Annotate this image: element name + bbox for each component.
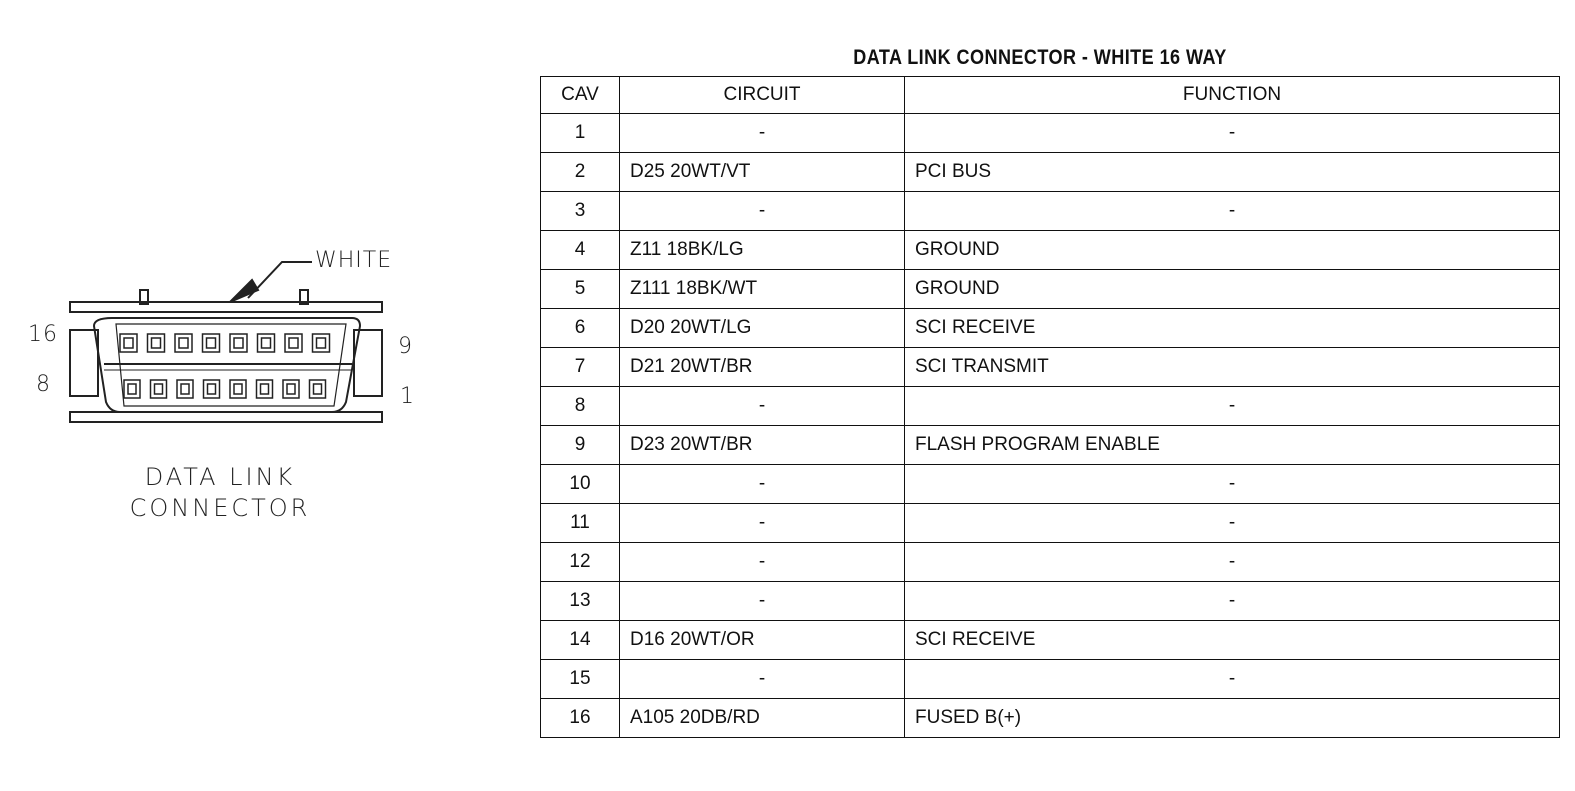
cav-cell: 5	[541, 270, 620, 309]
pin-cavity-top	[258, 334, 275, 352]
header-cav: CAV	[541, 77, 620, 114]
figure-caption	[80, 462, 360, 524]
leader-line	[248, 262, 312, 298]
table-header-row	[541, 77, 1560, 114]
function-cell: -	[905, 504, 1560, 543]
pin-cavity-top	[285, 334, 302, 352]
cav-cell: 16	[541, 699, 620, 738]
cav-cell: 6	[541, 309, 620, 348]
pin-cavity-bottom	[283, 380, 299, 398]
cav-cell: 10	[541, 465, 620, 504]
function-cell: -	[905, 582, 1560, 621]
circuit-cell: Z11 18BK/LG	[620, 231, 905, 270]
top-rail	[70, 302, 382, 312]
left-side-block	[70, 330, 98, 396]
cav-cell: 7	[541, 348, 620, 387]
pin-cavity-top	[148, 334, 165, 352]
pinout-table	[540, 76, 1560, 738]
pin-cavity-bottom	[257, 380, 273, 398]
pin-cavity-top	[203, 334, 220, 352]
pin-contact-bottom	[181, 384, 189, 394]
circuit-cell: -	[620, 543, 905, 582]
pinout-body	[541, 114, 1560, 738]
function-cell: SCI RECEIVE	[905, 621, 1560, 660]
cav-cell: 14	[541, 621, 620, 660]
circuit-cell: -	[620, 114, 905, 153]
circuit-cell: Z111 18BK/WT	[620, 270, 905, 309]
function-cell: FUSED B(+)	[905, 699, 1560, 738]
table-row	[541, 153, 1560, 192]
function-cell: -	[905, 192, 1560, 231]
table-row	[541, 270, 1560, 309]
pin-contact-top	[179, 338, 188, 348]
pin-contact-bottom	[208, 384, 216, 394]
pin-contact-top	[234, 338, 243, 348]
pin-contact-bottom	[234, 384, 242, 394]
circuit-cell: -	[620, 387, 905, 426]
circuit-cell: -	[620, 192, 905, 231]
pin-label-16: 16	[28, 322, 58, 347]
pin-contact-bottom	[287, 384, 295, 394]
header-circuit: CIRCUIT	[620, 77, 905, 114]
color-label: WHITE	[315, 248, 393, 273]
cav-cell: 1	[541, 114, 620, 153]
data-link-connector-figure	[20, 240, 440, 560]
circuit-cell: D21 20WT/BR	[620, 348, 905, 387]
pin-cavity-bottom	[310, 380, 326, 398]
table-row	[541, 543, 1560, 582]
caption-line-1: DATA LINK	[144, 463, 296, 491]
function-cell: SCI TRANSMIT	[905, 348, 1560, 387]
pin-contact-top	[152, 338, 161, 348]
function-cell: SCI RECEIVE	[905, 309, 1560, 348]
pin-cavity-bottom	[177, 380, 193, 398]
table-title: DATA LINK CONNECTOR - WHITE 16 WAY	[853, 46, 1227, 69]
cav-cell: 13	[541, 582, 620, 621]
cav-cell: 3	[541, 192, 620, 231]
cav-cell: 4	[541, 231, 620, 270]
table-row	[541, 387, 1560, 426]
cav-cell: 12	[541, 543, 620, 582]
pin-cavity-top	[175, 334, 192, 352]
circuit-cell: -	[620, 582, 905, 621]
table-row	[541, 309, 1560, 348]
table-row	[541, 114, 1560, 153]
pin-cavity-top	[120, 334, 137, 352]
cav-cell: 9	[541, 426, 620, 465]
circuit-cell: D25 20WT/VT	[620, 153, 905, 192]
pin-label-9: 9	[398, 334, 414, 359]
function-cell: -	[905, 465, 1560, 504]
circuit-cell: D23 20WT/BR	[620, 426, 905, 465]
pin-contact-bottom	[314, 384, 322, 394]
pin-contact-bottom	[128, 384, 136, 394]
table-row	[541, 621, 1560, 660]
pin-cavity-top	[230, 334, 247, 352]
circuit-cell: -	[620, 465, 905, 504]
function-cell: GROUND	[905, 231, 1560, 270]
function-cell: GROUND	[905, 270, 1560, 309]
pin-cavity-top	[313, 334, 330, 352]
pin-label-8: 8	[36, 372, 52, 397]
pin-row-bottom	[124, 380, 326, 398]
function-cell: -	[905, 387, 1560, 426]
function-cell: -	[905, 543, 1560, 582]
circuit-cell: D16 20WT/OR	[620, 621, 905, 660]
cav-cell: 15	[541, 660, 620, 699]
cav-cell: 11	[541, 504, 620, 543]
bottom-rail	[70, 412, 382, 422]
header-function: FUNCTION	[905, 77, 1560, 114]
circuit-cell: A105 20DB/RD	[620, 699, 905, 738]
table-row	[541, 699, 1560, 738]
table-row	[541, 465, 1560, 504]
table-row	[541, 348, 1560, 387]
pin-contact-top	[317, 338, 326, 348]
table-row	[541, 660, 1560, 699]
pin-contact-bottom	[261, 384, 269, 394]
function-cell: -	[905, 114, 1560, 153]
pin-contact-top	[207, 338, 216, 348]
pin-cavity-bottom	[204, 380, 220, 398]
pin-cavity-bottom	[151, 380, 167, 398]
circuit-cell: -	[620, 660, 905, 699]
pin-contact-top	[289, 338, 298, 348]
pin-contact-top	[262, 338, 271, 348]
function-cell: PCI BUS	[905, 153, 1560, 192]
table-row	[541, 504, 1560, 543]
pin-cavity-bottom	[124, 380, 140, 398]
pin-contact-top	[124, 338, 133, 348]
table-row	[541, 231, 1560, 270]
leader-arrow	[230, 280, 258, 302]
table-row	[541, 192, 1560, 231]
pin-contact-bottom	[155, 384, 163, 394]
function-cell: FLASH PROGRAM ENABLE	[905, 426, 1560, 465]
pin-label-1: 1	[400, 384, 416, 409]
cav-cell: 8	[541, 387, 620, 426]
function-cell: -	[905, 660, 1560, 699]
table-row	[541, 426, 1560, 465]
pin-row-top	[120, 334, 330, 352]
cav-cell: 2	[541, 153, 620, 192]
circuit-cell: D20 20WT/LG	[620, 309, 905, 348]
table-row	[541, 582, 1560, 621]
circuit-cell: -	[620, 504, 905, 543]
pin-cavity-bottom	[230, 380, 246, 398]
caption-line-2: CONNECTOR	[129, 494, 311, 522]
